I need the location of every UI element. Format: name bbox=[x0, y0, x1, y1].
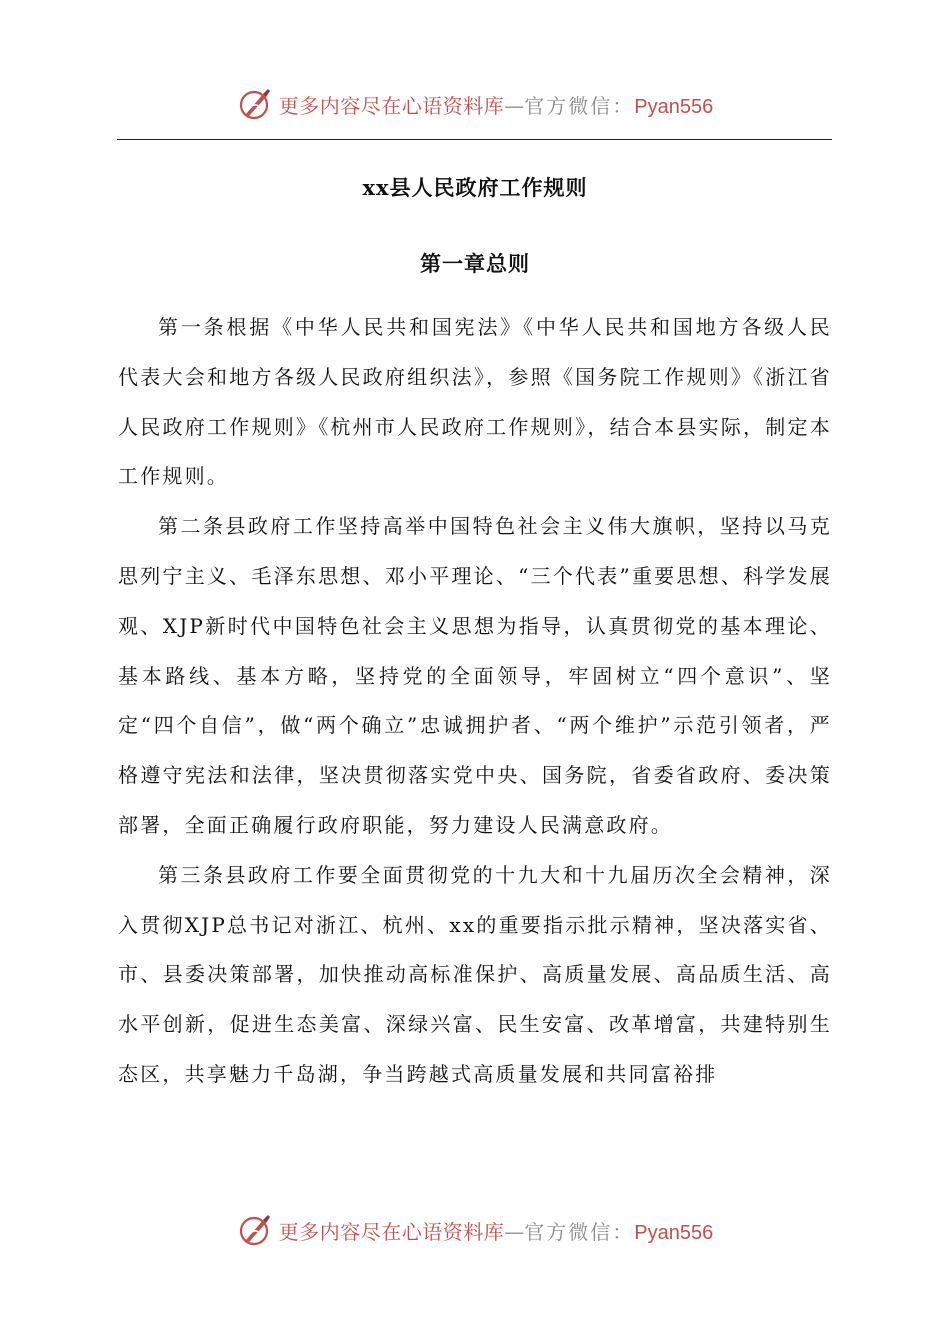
watermark-banner-bottom bbox=[0, 1210, 950, 1250]
watermark-brand: 更多内容尽在心语资料库 bbox=[278, 1219, 505, 1244]
document-body bbox=[118, 303, 832, 1100]
quill-circle-icon bbox=[237, 86, 273, 122]
watermark-brand: 更多内容尽在心语资料库 bbox=[278, 93, 505, 118]
chapter-title: 第一章总则 bbox=[420, 251, 530, 276]
quill-circle-icon bbox=[237, 1212, 273, 1248]
watermark-wechat-label: 官方微信： bbox=[524, 1219, 635, 1244]
watermark-banner-top bbox=[0, 84, 950, 124]
article-2-paragraph: 第二条县政府工作坚持高举中国特色社会主义伟大旗帜，坚持以马克思列宁主义、毛泽东思想、邓小平理论、“三个代表”重要思想、科学发展观、XJP新时代中国特色社会主义思想为指导，认真贯彻党的基本理论、基本路线、基本方略，坚持党的全面领导，牢固树立“四个意识”、坚定“四个自信”，做“两个确立”忠诚拥护者、“两个维护”示范引领者，严格遵守宪法和法律，坚决贯彻落实党中央、国务院，省委省政府、委决策部署，全面正确履行政府职能，努力建设人民满意政府。 bbox=[118, 514, 832, 837]
document-title: xx县人民政府工作规则 bbox=[362, 175, 588, 200]
header-divider bbox=[117, 139, 832, 140]
watermark-wechat-label: 官方微信： bbox=[524, 93, 635, 118]
watermark-separator: — bbox=[504, 93, 525, 118]
article-1-paragraph: 第一条根据《中华人民共和国宪法》《中华人民共和国地方各级人民代表大会和地方各级人民政府组织法》，参照《国务院工作规则》《浙江省人民政府工作规则》《杭州市人民政府工作规则》，结合本县实际，制定本工作规则。 bbox=[118, 315, 832, 489]
watermark-separator: — bbox=[504, 1219, 525, 1244]
watermark-wechat-id: Pyan556 bbox=[634, 1221, 714, 1244]
article-3-paragraph: 第三条县政府工作要全面贯彻党的十九大和十九届历次全会精神，深入贯彻XJP总书记对浙江、杭州、xx的重要指示批示精神，坚决落实省、市、县委决策部署，加快推动高标准保护、高质量发展、高品质生活、高水平创新，促进生态美富、深绿兴富、民生安富、改革增富，共建特别生态区，共享魅力千岛湖，争当跨越式高质量发展和共同富裕排 bbox=[118, 862, 832, 1086]
watermark-wechat-id: Pyan556 bbox=[634, 95, 714, 118]
watermark-text bbox=[279, 1216, 713, 1245]
watermark-text bbox=[279, 90, 713, 119]
